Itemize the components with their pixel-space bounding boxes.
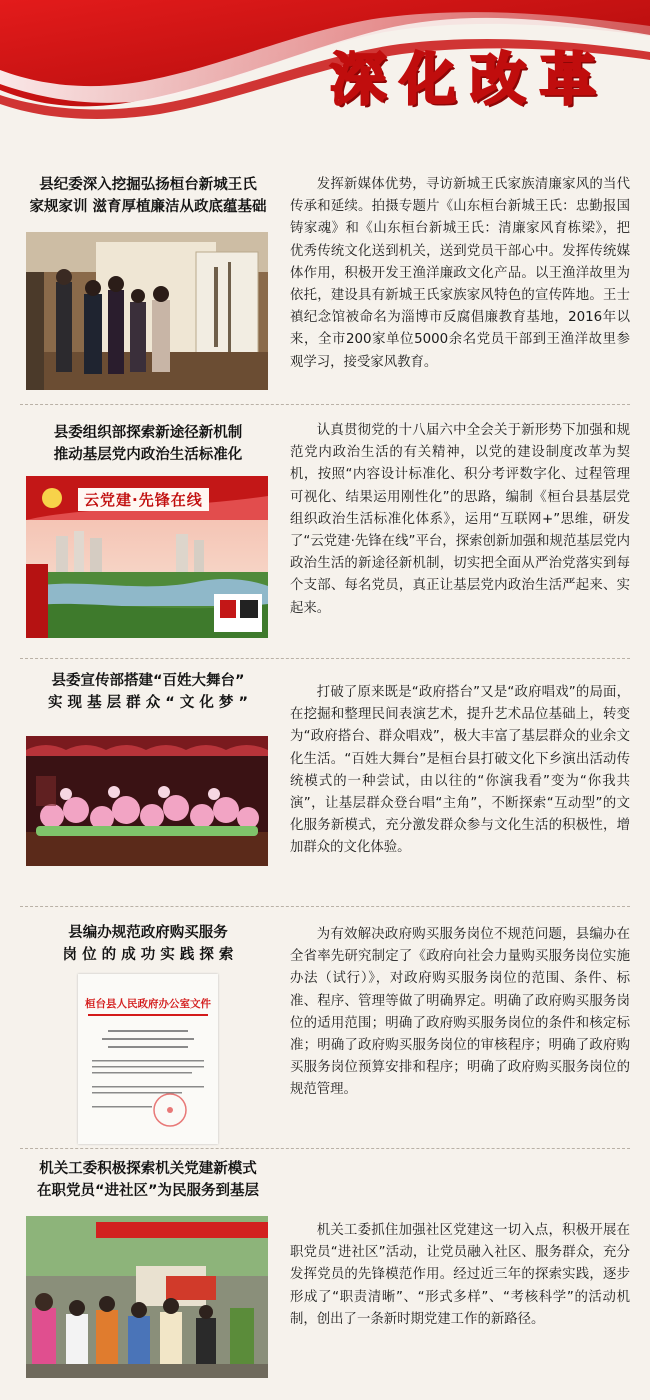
museum-photo [26,232,268,390]
section-5 [0,1158,650,1388]
section-4 [0,918,650,1150]
section-title-line: 在职党员“进社区”为民服务到基层 [36,1183,260,1199]
section-title [14,174,282,218]
page-title: 深化改革 [330,48,610,113]
section-body: 为有效解决政府购买服务岗位不规范问题，县编办在全省率先研究制定了《政府向社会力量购买服务岗位实施办法（试行）》，对政府购买服务岗位的范围、条件、标准、程序、管理等做了明确界定。明确了政府购买服务岗位的适用范围；明确了政府购买服务岗位的条件和核定标准；明确了政府购买服务岗位的审核程序；明确了政府购买服务岗位预算安排和程序；明确了政府购买服务岗位的规范管理。 [290,927,630,1098]
section-title [14,1158,282,1202]
header-banner [0,0,650,150]
section-body: 认真贯彻党的十八届六中全会关于新形势下加强和规范党内政治生活的有关精神，以党的建设制度改革为契机，按照“内容设计标准化、积分考评数字化、过程管理可视化、结果运用刚性化”的思路，编制《桓台县基层党组织政治生活标准化体系》，运用“互联网+”思维，研发了“云党建·先锋在线”平台，探索创新加强和规范基层党内政治生活的新途径新机制，切实把全面从严治党落实到每个支部、每名党员，真正让基层党内政治生活严起来、实起来。 [290,423,630,616]
community-service-photo [26,1216,268,1378]
section-divider [20,906,630,907]
section-title [14,670,282,714]
section-divider [20,1148,630,1149]
section-body: 发挥新媒体优势，寻访新城王氏家族清廉家风的当代传承和延续。拍摄专题片《山东桓台新城王氏：忠勤报国铸家魂》和《山东桓台新城王氏：清廉家风育栋梁》，把优秀传统文化送到机关，送到党员干部心中。发挥传统媒体作用，积极开发王渔洋廉政文化产品。以王渔洋故里为依托，建设具有新城王氏家族家风特色的宣传阵地。王士禛纪念馆被命名为淄博市反腐倡廉教育基地，2016年以来，全市200家单位5000余名党员干部到王渔洋故里参观学习，接受家风教育。 [290,177,630,370]
section-title [14,422,282,466]
section-title-line: 实 现 基 层 群 众 “ 文 化 梦 ” [47,695,249,711]
document-header: 桓台县人民政府办公室文件 [85,998,211,1010]
section-body: 机关工委抓住加强社区党建这一切入点，积极开展在职党员“进社区”活动，让党员融入社区、服务群众，充分发挥党员的先锋模范作用。经过近三年的探索实践，逐步形成了“职责清晰”、“形式多样”、“考核科学”的活动机制，创出了一条新时期党建工作的新路径。 [290,1223,630,1327]
section-title-line: 县委组织部探索新途径新机制 [53,425,243,441]
party-platform-banner [26,476,268,638]
section-2 [0,418,650,650]
platform-caption: 云党建·先锋在线 [78,488,209,511]
section-title-line: 机关工委积极探索机关党建新模式 [39,1161,257,1177]
section-title-line: 县委宣传部搭建“百姓大舞台” [51,673,245,689]
stage-performance-photo [26,736,268,866]
section-title [14,922,282,966]
section-title-line: 县纪委深入挖掘弘扬桓台新城王氏 [39,177,257,193]
section-title-line: 推动基层党内政治生活标准化 [53,447,243,463]
section-1 [0,168,650,396]
section-title-line: 岗 位 的 成 功 实 践 探 索 [62,947,234,963]
section-title-line: 县编办规范政府购买服务 [68,925,228,941]
section-body: 打破了原来既是“政府搭台”又是“政府唱戏”的局面，在挖掘和整理民间表演艺术，提升艺术品位基础上，转变为“政府搭台、群众唱戏”，极大丰富了基层群众的业余文化生活。“百姓大舞台”是桓台县打破文化下乡演出活动传统模式的一种尝试，由以往的“你演我看”变为“你我共演”，让基层群众登台唱“主角”，不断探索“互动型”的文化服务新模式，充分激发群众参与文化生活的积极性，增加群众的文化体验。 [290,685,630,856]
section-title-line: 家规家训 滋育厚植廉洁从政底蕴基础 [29,199,267,215]
section-3 [0,668,650,878]
section-divider [20,658,630,659]
government-document-image [78,974,218,1144]
section-divider [20,404,630,405]
